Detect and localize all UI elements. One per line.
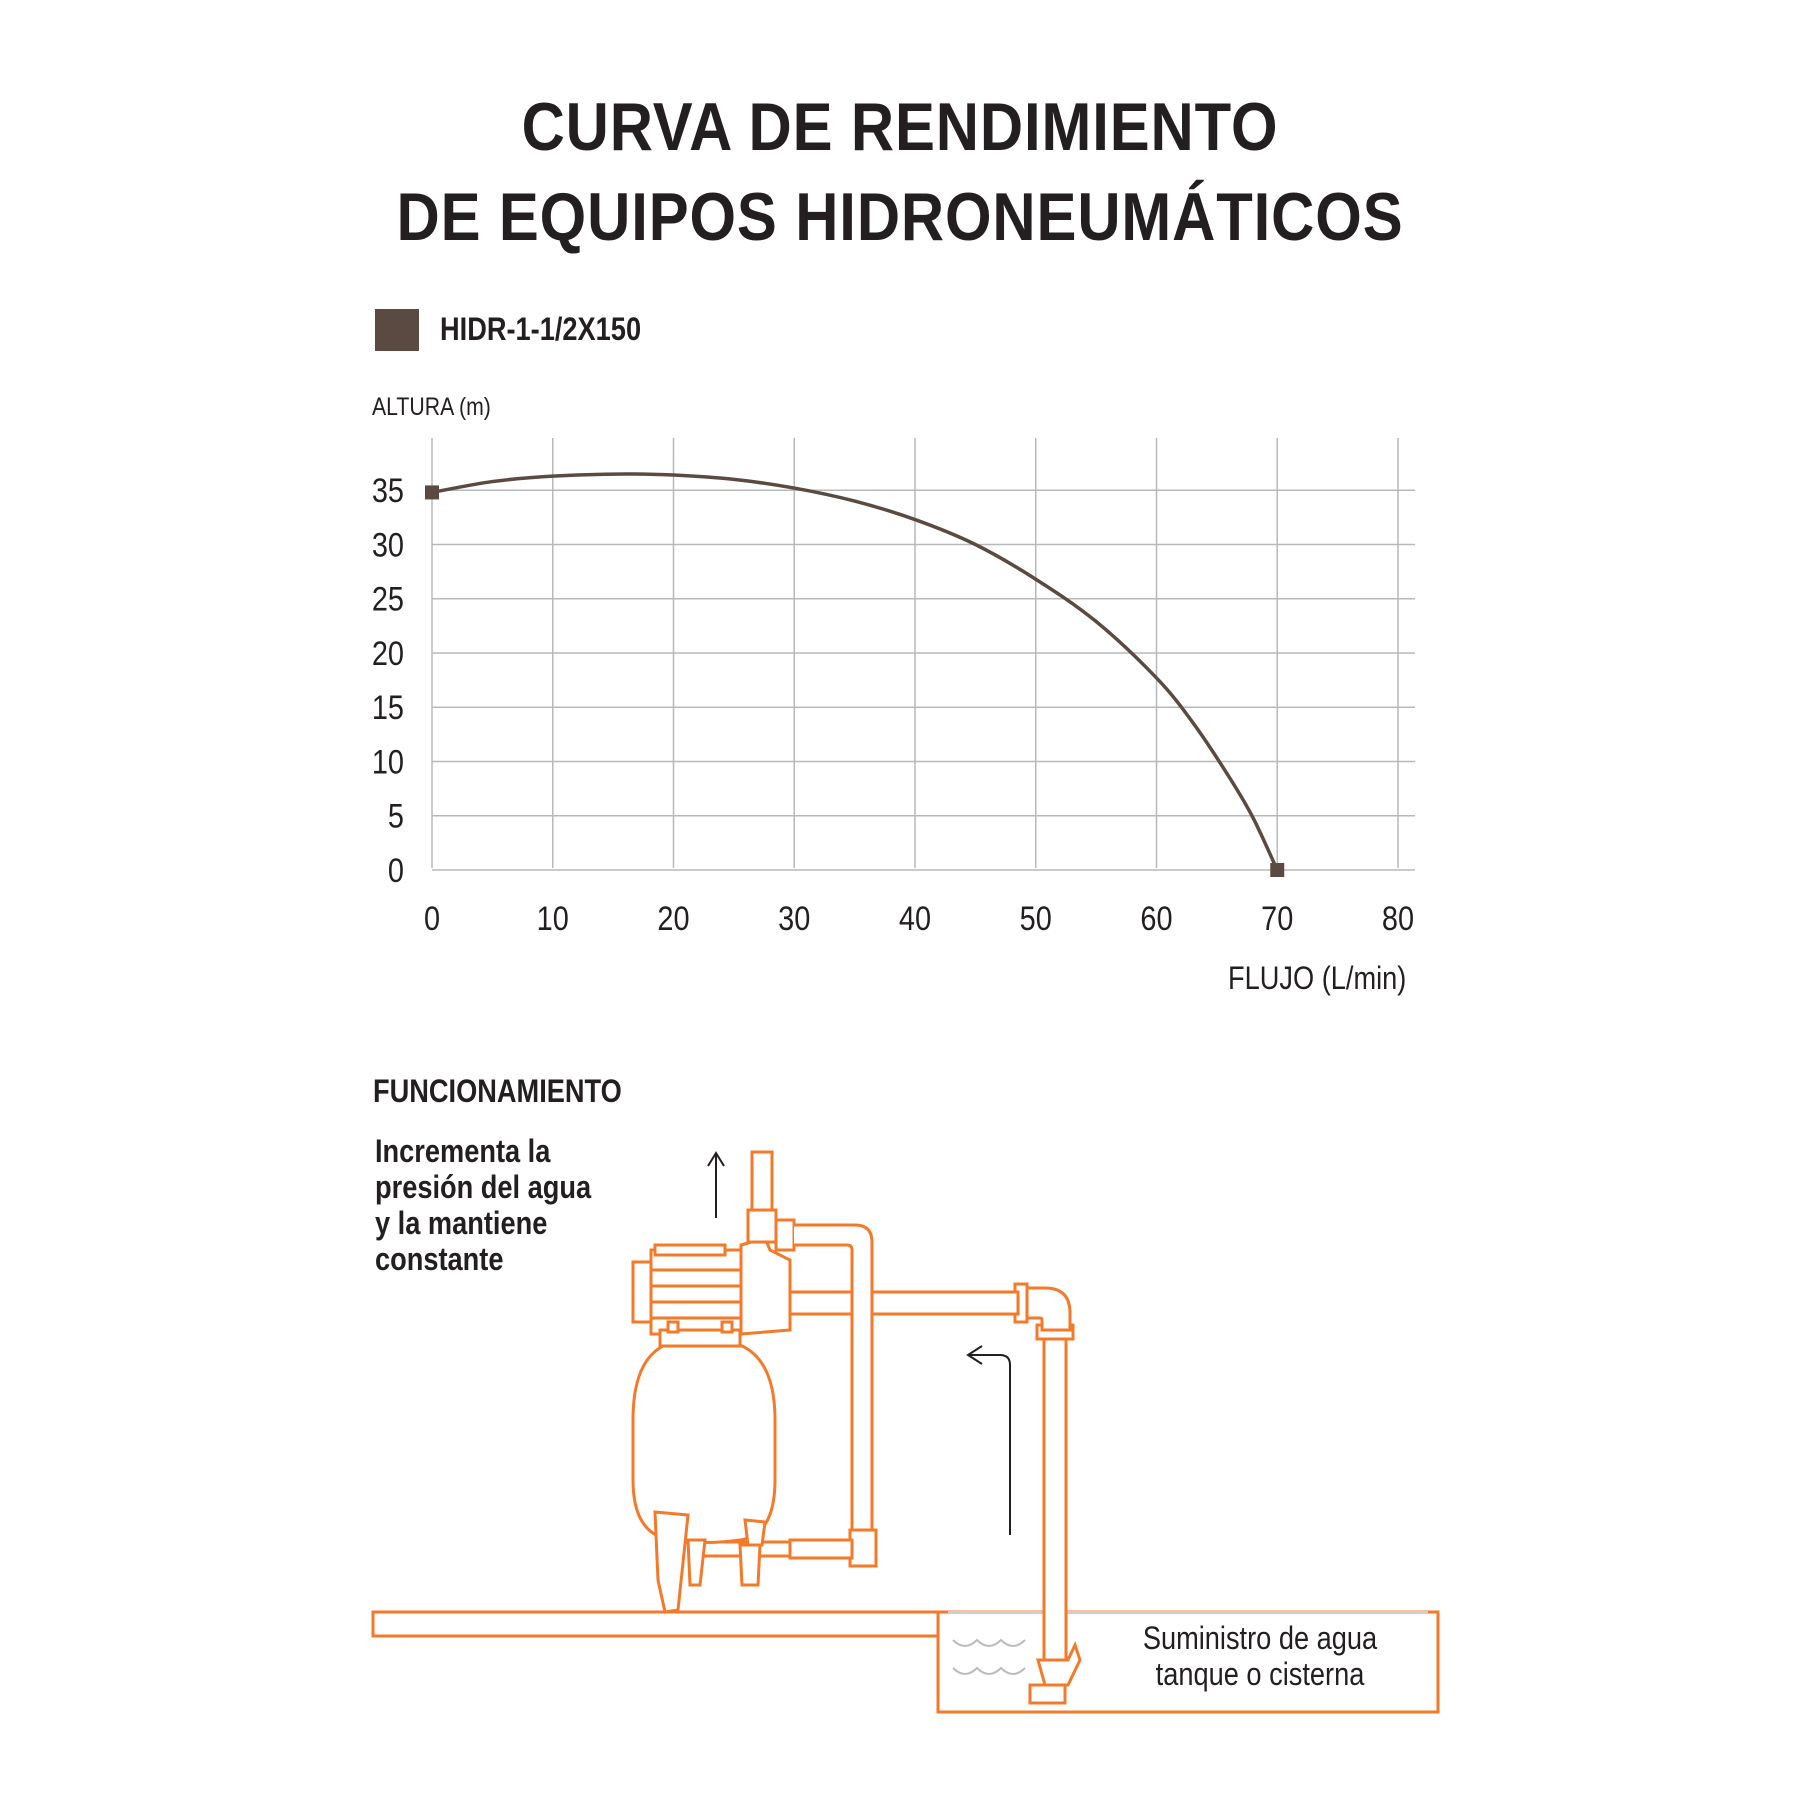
x-tick-label: 0	[423, 898, 441, 938]
y-tick-label: 10	[371, 742, 404, 782]
description-line: presión del agua	[375, 1169, 592, 1205]
x-tick-label: 60	[1140, 898, 1173, 938]
x-tick-label: 70	[1261, 898, 1294, 938]
discharge-pipe	[752, 1152, 772, 1214]
suction-flow-arrow-icon	[970, 1355, 1010, 1535]
x-axis-label: FLUJO (L/min)	[1228, 960, 1407, 996]
chart-title-line-2: DE EQUIPOS HIDRONEUMÁTICOS	[396, 179, 1404, 255]
y-tick-label: 20	[371, 633, 404, 673]
y-axis-label: ALTURA (m)	[372, 393, 491, 421]
suction-pipe	[1044, 1335, 1066, 1665]
y-tick-label: 35	[371, 471, 404, 510]
return-pipe	[794, 1225, 872, 1560]
x-tick-label: 10	[536, 898, 569, 938]
description-line: y la mantiene	[375, 1205, 548, 1241]
x-tick-label: 40	[898, 898, 932, 938]
x-tick-label: 80	[1381, 898, 1415, 938]
y-tick-label: 25	[371, 579, 404, 619]
pump-housing	[741, 1238, 790, 1334]
y-tick-label: 0	[387, 850, 404, 890]
pump-motor	[633, 1262, 651, 1322]
description-line: constante	[375, 1241, 504, 1277]
legend-label: HIDR-1-1/2X150	[440, 311, 642, 347]
tank-legs	[655, 1512, 688, 1612]
x-tick-label: 20	[657, 898, 690, 938]
y-tick-label: 15	[371, 688, 404, 727]
y-tick-label: 30	[371, 525, 404, 565]
y-tick-label: 5	[387, 796, 404, 836]
section-heading: FUNCIONAMIENTO	[373, 1073, 622, 1109]
supply-label-line: tanque o cisterna	[1155, 1656, 1365, 1692]
supply-label	[1133, 1620, 1388, 1692]
supply-label-line: Suministro de agua	[1142, 1620, 1378, 1656]
x-tick-label: 30	[778, 898, 811, 938]
x-tick-label: 50	[1019, 898, 1052, 938]
floor-slab	[373, 1612, 938, 1636]
horizontal-pipe	[790, 1292, 1018, 1314]
chart-title-line-1: CURVA DE RENDIMIENTO	[521, 89, 1279, 165]
description-line: Incrementa la	[375, 1133, 551, 1169]
